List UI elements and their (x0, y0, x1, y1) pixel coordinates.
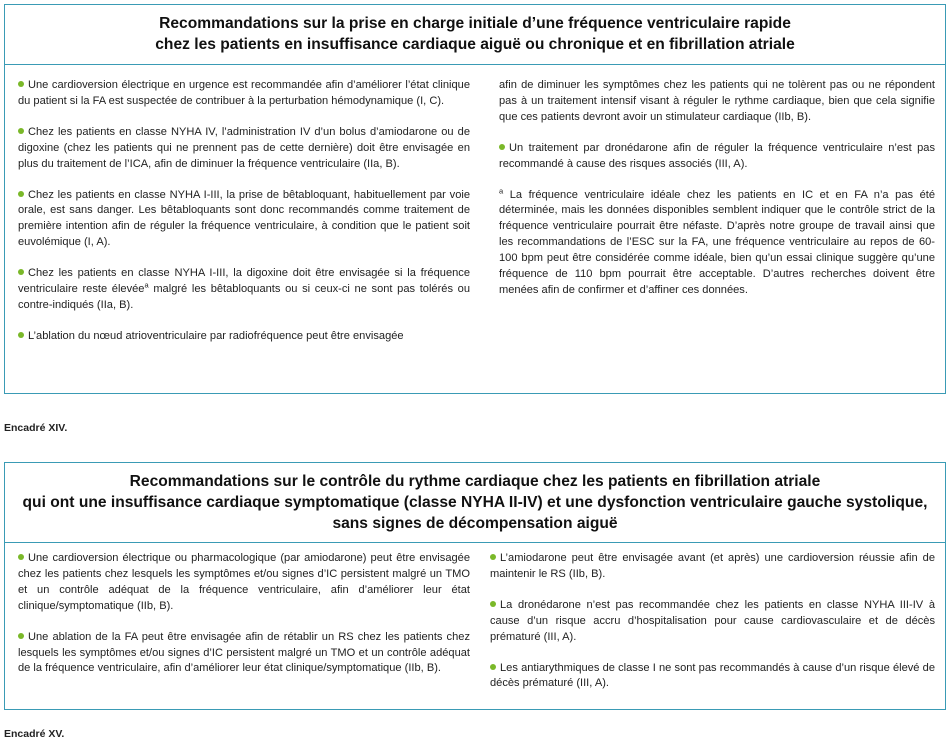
box-title (5, 5, 945, 65)
list-item: Les antiarythmiques de classe I ne sont pas recommandés à cause d’un risque élevé de décès prématuré (III, A). (490, 661, 935, 690)
list-item: Un traitement par dronédarone afin de réguler la fréquence ventriculaire n’est pas recommandé à cause des risques associés (III, A). (499, 141, 935, 170)
list-item: La dronédarone n’est pas recommandée chez les patients en classe NYHA III-IV à cause d’un risque accru d’hospitalisation pour cause cardiovasculaire et de décès prématuré (III, A). (490, 598, 935, 643)
bullet-icon (18, 128, 24, 134)
left-column (18, 78, 470, 360)
list-item: Une cardioversion électrique en urgence est recommandée afin d’améliorer l’état clinique du patient si la FA est suspectée de contribuer à la perturbation hémodynamique (I, C). (18, 79, 470, 107)
list-item-continuation: afin de diminuer les symptômes chez les patients qui ne tolèrent pas ou ne répondent pas à un traitement intensif visant à réguler le rythme cardiaque, bien que cela signifie que ces patients devront avoir un stimulateur cardiaque (IIb, B). (499, 79, 935, 123)
recommendation-box-rate-control (4, 4, 946, 394)
bullet-icon (18, 633, 24, 639)
bullet-icon (18, 554, 24, 560)
list-item: L’amiodarone peut être envisagée avant (et après) une cardioversion réussie afin de maintenir le RS (IIb, B). (490, 552, 935, 580)
footnote-mark: a (499, 185, 504, 195)
left-column (18, 551, 470, 692)
box-title-line: chez les patients en insuffisance cardiaque aiguë ou chronique et en fibrillation atriale (155, 36, 795, 53)
bullet-icon (18, 191, 24, 197)
box-title-line: Recommandations sur la prise en charge initiale d’une fréquence ventriculaire rapide (159, 15, 791, 32)
right-column (490, 551, 935, 707)
list-item: Chez les patients en classe NYHA I-III, la prise de bêtabloquant, habituellement par voie orale, est sans danger. Les bêtabloquants sont donc recommandés comme traitement de première intention afin de réguler la fréquence ventriculaire, à condition que le patient soit euvolémique (I, A). (18, 188, 470, 249)
box-title (5, 463, 945, 543)
bullet-icon (490, 664, 496, 670)
right-column (499, 78, 935, 314)
bullet-icon (490, 601, 496, 607)
box-caption: Encadré XV. (4, 728, 65, 740)
list-item: Chez les patients en classe NYHA I-III, la digoxine doit être envisagée si la fréquence ventriculaire reste élevée$^a$ malgré les bêtabloquants ou si ceux-ci ne sont pas tolérés ou contre-indiqués (IIa, B). (18, 267, 470, 311)
box-title-line: qui ont une insuffisance cardiaque symptomatique (classe NYHA II-IV) et une dysfonction ventriculaire gauche systolique, (22, 494, 928, 511)
box-title-line: Recommandations sur le contrôle du rythme cardiaque chez les patients en fibrillation atriale (129, 473, 821, 490)
recommendation-box-rhythm-control (4, 462, 946, 710)
footnote: $^a$ La fréquence ventriculaire idéale chez les patients en IC et en FA n’a pas été déterminée, mais les données disponibles semblent indiquer que le contrôle strict de la fréquence ventriculaire pourrait être néfaste. D’après notre groupe de travail ainsi que les recommandations de l’ESC sur la FA, une fréquence ventriculaire au repos de 60-100 bpm peut être considérée comme idéale, bien qu’un essai clinique suggère qu’une fréquence de 110 bpm pourrait être acceptable. D’autres recherches doivent être menées afin de confirmer et d’affiner ces données. (499, 185, 935, 296)
list-item: Chez les patients en classe NYHA IV, l’administration IV d’un bolus d’amiodarone ou de digoxine (chez les patients qui ne prennent pas de cette dernière) doit être envisagée en plus du traitement de l’ICA, afin de diminuer la fréquence ventriculaire (IIa, B). (18, 125, 470, 170)
bullet-icon (490, 554, 496, 560)
bullet-icon (18, 332, 24, 338)
list-item: Une cardioversion électrique ou pharmacologique (par amiodarone) peut être envisagée chez les patients chez lesquels les symptômes et/ou signes d’IC persistent malgré un TMO et un contrôle adéquat de la fréquence ventriculaire, afin d’améliorer leur état clinique/symptomatique (IIb, B). (18, 552, 470, 612)
box-caption: Encadré XIV. (4, 422, 68, 434)
bullet-icon (499, 144, 505, 150)
list-item: Une ablation de la FA peut être envisagée afin de rétablir un RS chez les patients chez lesquels les symptômes et/ou signes d’IC persistent malgré un TMO et un contrôle adéquat de la fréquence ventriculaire, afin d’améliorer leur état clinique/symptomatique (IIb, B). (18, 630, 470, 675)
bullet-icon (18, 81, 24, 87)
list-item: L’ablation du nœud atrioventriculaire par radiofréquence peut être envisagée (18, 329, 470, 345)
footnote-ref: a (144, 280, 149, 290)
bullet-icon (18, 269, 24, 275)
box-title-line: sans signes de décompensation aiguë (332, 515, 618, 532)
